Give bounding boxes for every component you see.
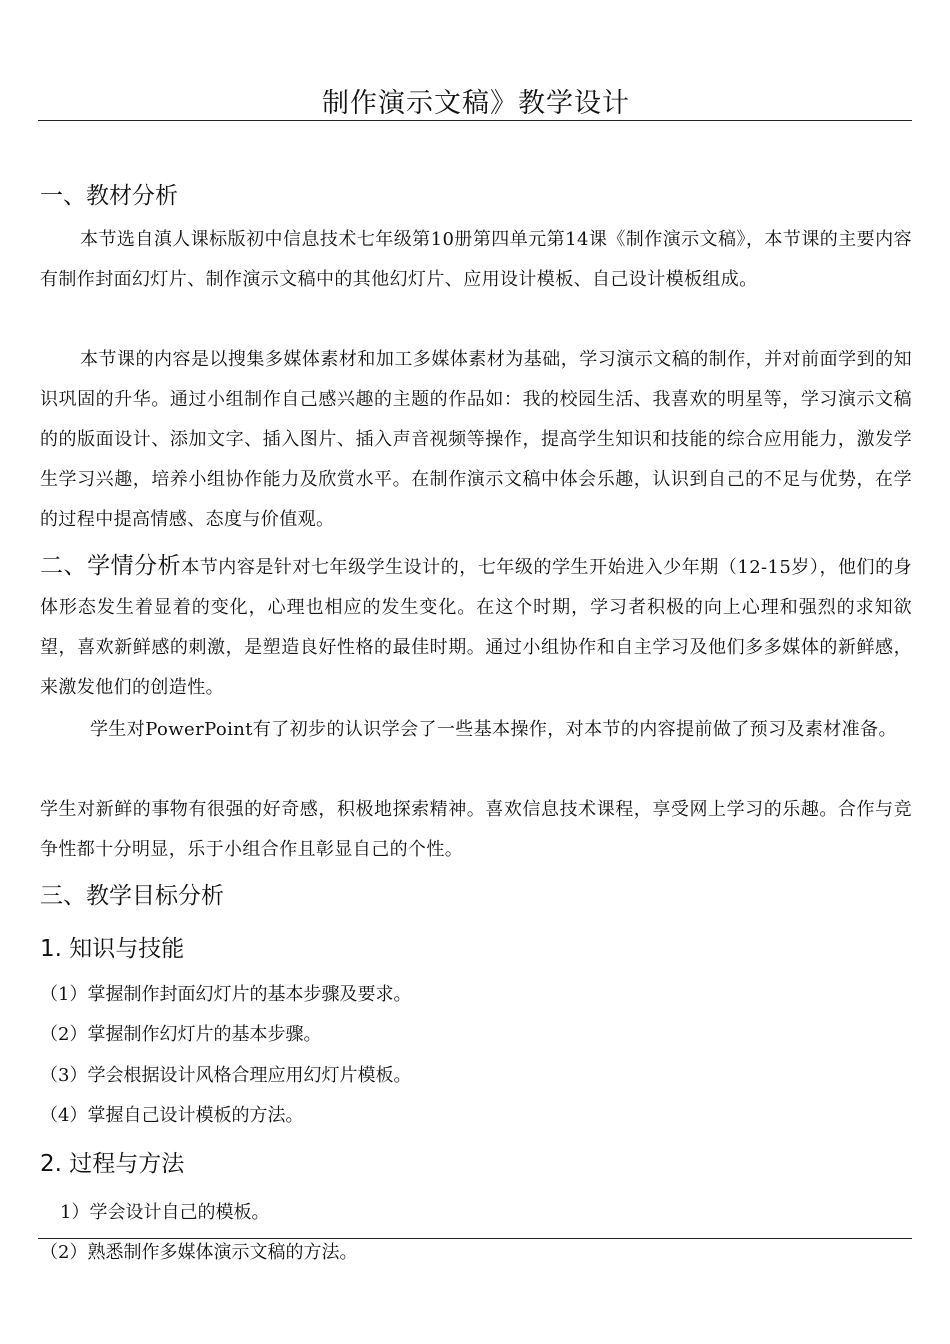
subheading-knowledge-skills: 1. 知识与技能: [40, 936, 185, 962]
objective-item: （2）熟悉制作多媒体演示文稿的方法。: [40, 1242, 358, 1263]
objective-item: （3）学会根据设计风格合理应用幻灯片模板。: [40, 1065, 412, 1086]
section-heading-teaching-objectives: 三、教学目标分析: [40, 883, 224, 909]
title-rule: [38, 120, 912, 121]
section2-paragraph-3: 学生对新鲜的事物有很强的好奇感，积极地探索精神。喜欢信息技术课程，享受网上学习的乐趣。合作与竞争性都十分明显，乐于小组合作且彰显自己的个性。: [40, 799, 912, 860]
section2-paragraph-2: 学生对PowerPoint有了初步的认识学会了一些基本操作，对本节的内容提前做了预习及素材准备。: [90, 719, 897, 740]
objective-item: （1）掌握制作封面幻灯片的基本步骤及要求。: [40, 984, 412, 1005]
subheading-process-methods: 2. 过程与方法: [40, 1151, 185, 1177]
section2-block: [40, 546, 912, 708]
section1-paragraph-2: 本节课的内容是以搜集多媒体素材和加工多媒体素材为基础，学习演示文稿的制作，并对前面学到的知识巩固的升华。通过小组制作自己感兴趣的主题的作品如：我的校园生活、我喜欢的明星等，学习演示文稿的的版面设计、添加文字、插入图片、插入声音视频等操作，提高学生知识和技能的综合应用能力，激发学生学习兴趣，培养小组协作能力及欣赏水平。在制作演示文稿中体会乐趣，认识到自己的不足与优势，在学的过程中提高情感、态度与价值观。: [40, 349, 912, 530]
objective-item: 1）学会设计自己的模板。: [60, 1202, 270, 1223]
section-heading-textbook-analysis: 一、教材分析: [40, 183, 178, 209]
objective-item: （2）掌握制作幻灯片的基本步骤。: [40, 1024, 322, 1045]
objective-item: （4）掌握自己设计模板的方法。: [40, 1105, 304, 1126]
section2-paragraph-1: 本节内容是针对七年级学生设计的，七年级的学生开始进入少年期（12-15岁），他们的身体形态发生着显着的变化，心理也相应的发生变化。在这个时期，学习者积极的向上心理和强烈的求知欲望，喜欢新鲜感的刺激，是塑造良好性格的最佳时期。通过小组协作和自主学习及他们多多媒体的新鲜感，来激发他们的创造性。: [40, 557, 913, 698]
section1-paragraph-1: 本节选自滇人课标版初中信息技术七年级第10册第四单元第14课《制作演示文稿》，本节课的主要内容有制作封面幻灯片、制作演示文稿中的其他幻灯片、应用设计模板、自己设计模板组成。: [40, 229, 912, 290]
document-title: 制作演示文稿》教学设计: [322, 88, 630, 119]
section-heading-learner-analysis: 二、学情分析: [40, 553, 182, 579]
